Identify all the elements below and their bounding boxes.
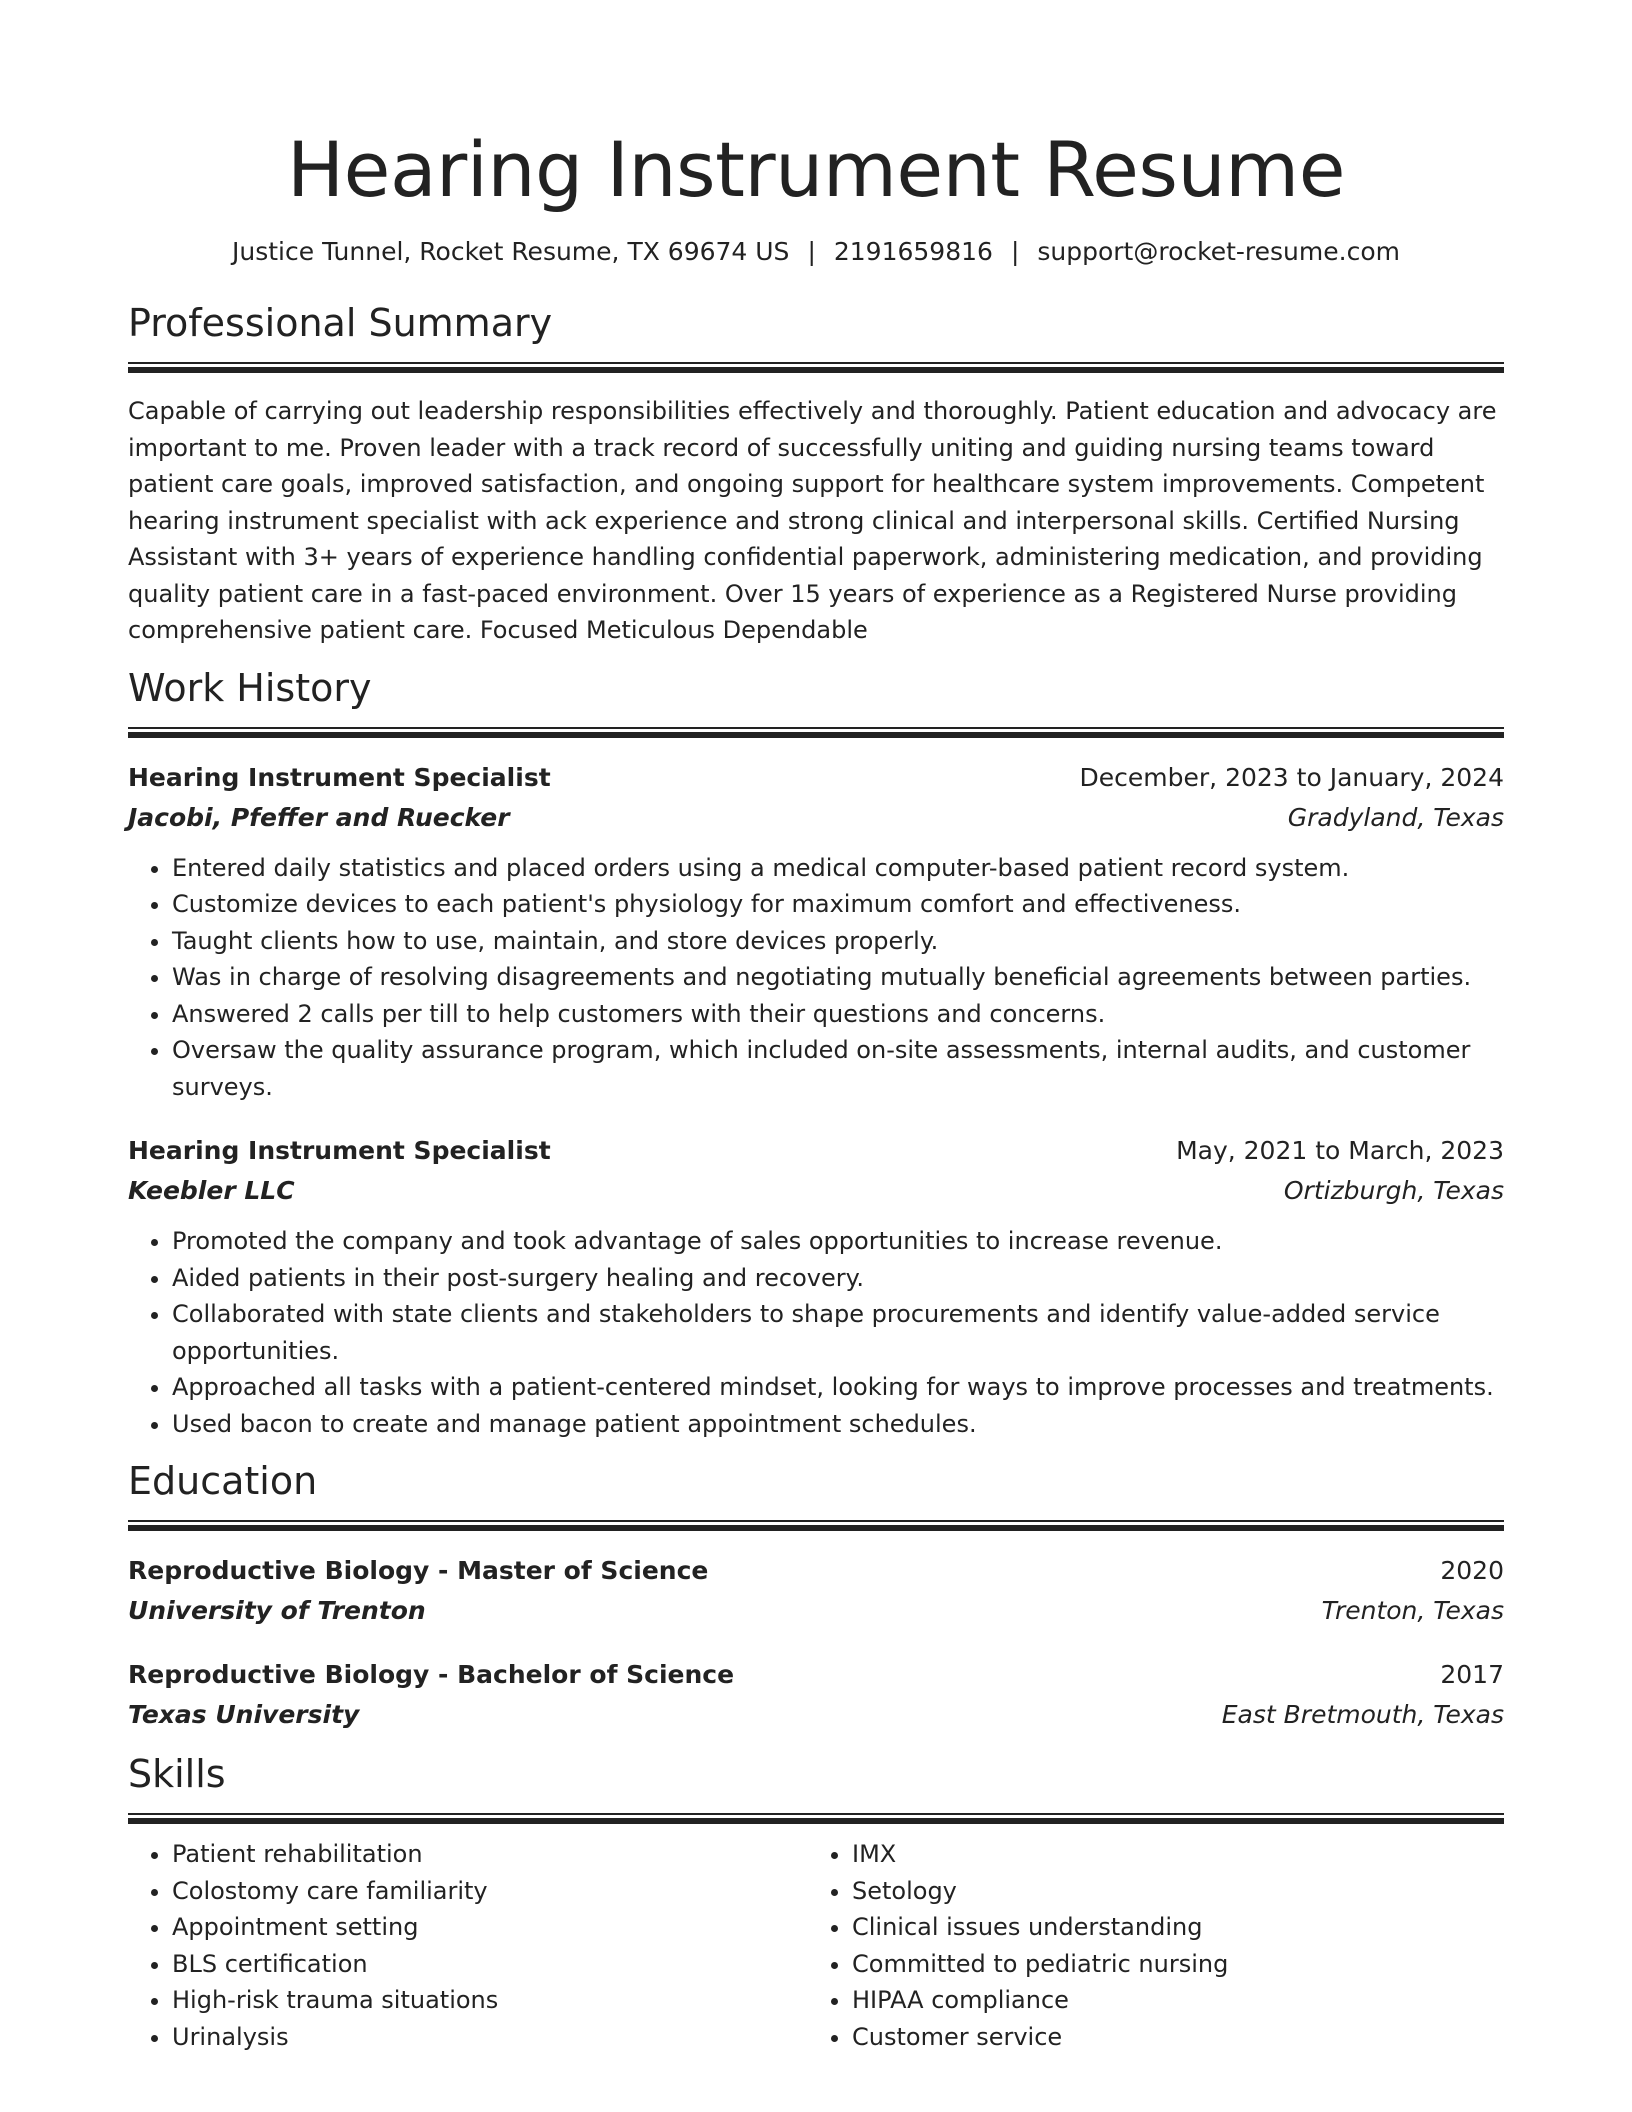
job-bullet: • Answered 2 calls per till to help customers with their questions and concerns. [172,996,1504,1033]
skills-grid [128,1836,1504,2055]
job-company: Jacobi, Pfeffer and Ruecker [128,802,510,832]
job-bullet: • Approached all tasks with a patient-centered mindset, looking for ways to improve processes and treatments. [172,1369,1504,1406]
education-location: Trenton, Texas [1321,1596,1504,1625]
education-school: University of Trenton [128,1596,426,1625]
job-dates: May, 2021 to March, 2023 [1176,1136,1504,1165]
job-bullets [128,1223,1504,1442]
skill-item: • Colostomy care familiarity [172,1873,808,1910]
skill-item: • Appointment setting [172,1909,808,1946]
job-bullet: • Was in charge of resolving disagreements and negotiating mutually beneficial agreements between parties. [172,959,1504,996]
education-entry [128,1655,1504,1735]
work-history-heading: Work History [128,665,372,710]
skills-list-right [808,1836,1504,2055]
education-location: East Bretmouth, Texas [1221,1700,1504,1729]
education-degree: Reproductive Biology - Master of Science [128,1556,709,1585]
skills-list-left [128,1836,808,2055]
job-bullet: • Customize devices to each patient's physiology for maximum comfort and effectiveness. [172,886,1504,923]
job-entry [128,758,1504,1106]
summary-text: Capable of carrying out leadership responsibilities effectively and thoroughly. Patient education and advocacy are important to me. Proven leader with a track record of successfully uniting and guiding nursing teams toward patient care goals, improved satisfaction, and ongoing support for healthcare system improvements. Competent hearing instrument specialist with ack experience and strong clinical and interpersonal skills. Certified Nursing Assistant with 3+ years of experience handling confidential paperwork, administering medication, and providing quality patient care in a fast-paced environment. Over 15 years of experience as a Registered Nurse providing comprehensive patient care. Focused Meticulous Dependable [128,397,1497,644]
skill-item: • BLS certification [172,1946,808,1983]
job-bullet: • Promoted the company and took advantage of sales opportunities to increase revenue. [172,1223,1504,1260]
job-bullet: • Taught clients how to use, maintain, and store devices properly. [172,923,1504,960]
job-bullets [128,850,1504,1106]
job-bullet: • Collaborated with state clients and stakeholders to shape procurements and identify value-added service opportunities. [172,1296,1504,1369]
job-bullet: • Used bacon to create and manage patient appointment schedules. [172,1406,1504,1443]
skill-item: • Clinical issues understanding [852,1909,1504,1946]
skill-item: • High-risk trauma situations [172,1982,808,2019]
job-title: Hearing Instrument Specialist [128,1136,551,1165]
resume-page [128,0,1504,2055]
contact-email: support@rocket-resume.com [1037,237,1400,266]
education-school: Texas University [128,1700,360,1729]
education-entry [128,1551,1504,1631]
contact-phone: 2191659816 [833,237,993,266]
contact-separator: | [1010,237,1020,266]
section-divider [128,1520,1504,1531]
education-year: 2017 [1440,1660,1504,1689]
contact-separator: | [807,237,816,266]
resume-title: Hearing Instrument Resume [287,125,1345,214]
skill-item: • Customer service [852,2019,1504,2056]
skill-item: • IMX [852,1836,1504,1873]
job-location: Gradyland, Texas [1287,802,1504,832]
skills-section [128,1749,1504,2055]
job-bullet: • Aided patients in their post-surgery healing and recovery. [172,1260,1504,1297]
education-year: 2020 [1440,1556,1504,1585]
work-history-section [128,663,1504,1443]
education-heading: Education [128,1459,318,1503]
job-location: Ortizburgh, Texas [1283,1176,1504,1205]
job-title: Hearing Instrument Specialist [128,762,551,792]
job-dates: December, 2023 to January, 2024 [1079,762,1504,792]
skill-item: • Setology [852,1873,1504,1910]
skill-item: • Urinalysis [172,2019,808,2056]
job-entry [128,1131,1504,1442]
summary-heading: Professional Summary [128,301,553,345]
contact-address: Justice Tunnel, Rocket Resume, TX 69674 US [232,237,790,266]
section-divider [128,1813,1504,1824]
job-company: Keebler LLC [128,1176,295,1205]
job-bullet: • Entered daily statistics and placed orders using a medical computer-based patient record system. [172,850,1504,887]
education-degree: Reproductive Biology - Bachelor of Science [128,1660,735,1689]
skill-item: • HIPAA compliance [852,1982,1504,2019]
skill-item: • Patient rehabilitation [172,1836,808,1873]
contact-line [128,234,1504,270]
section-divider [128,362,1504,373]
education-section [128,1456,1504,1735]
skill-item: • Committed to pediatric nursing [852,1946,1504,1983]
job-bullet: • Oversaw the quality assurance program, which included on-site assessments, internal audits, and customer surveys. [172,1032,1504,1105]
section-divider [128,727,1504,738]
skills-heading: Skills [128,1752,226,1796]
summary-section [128,298,1504,649]
